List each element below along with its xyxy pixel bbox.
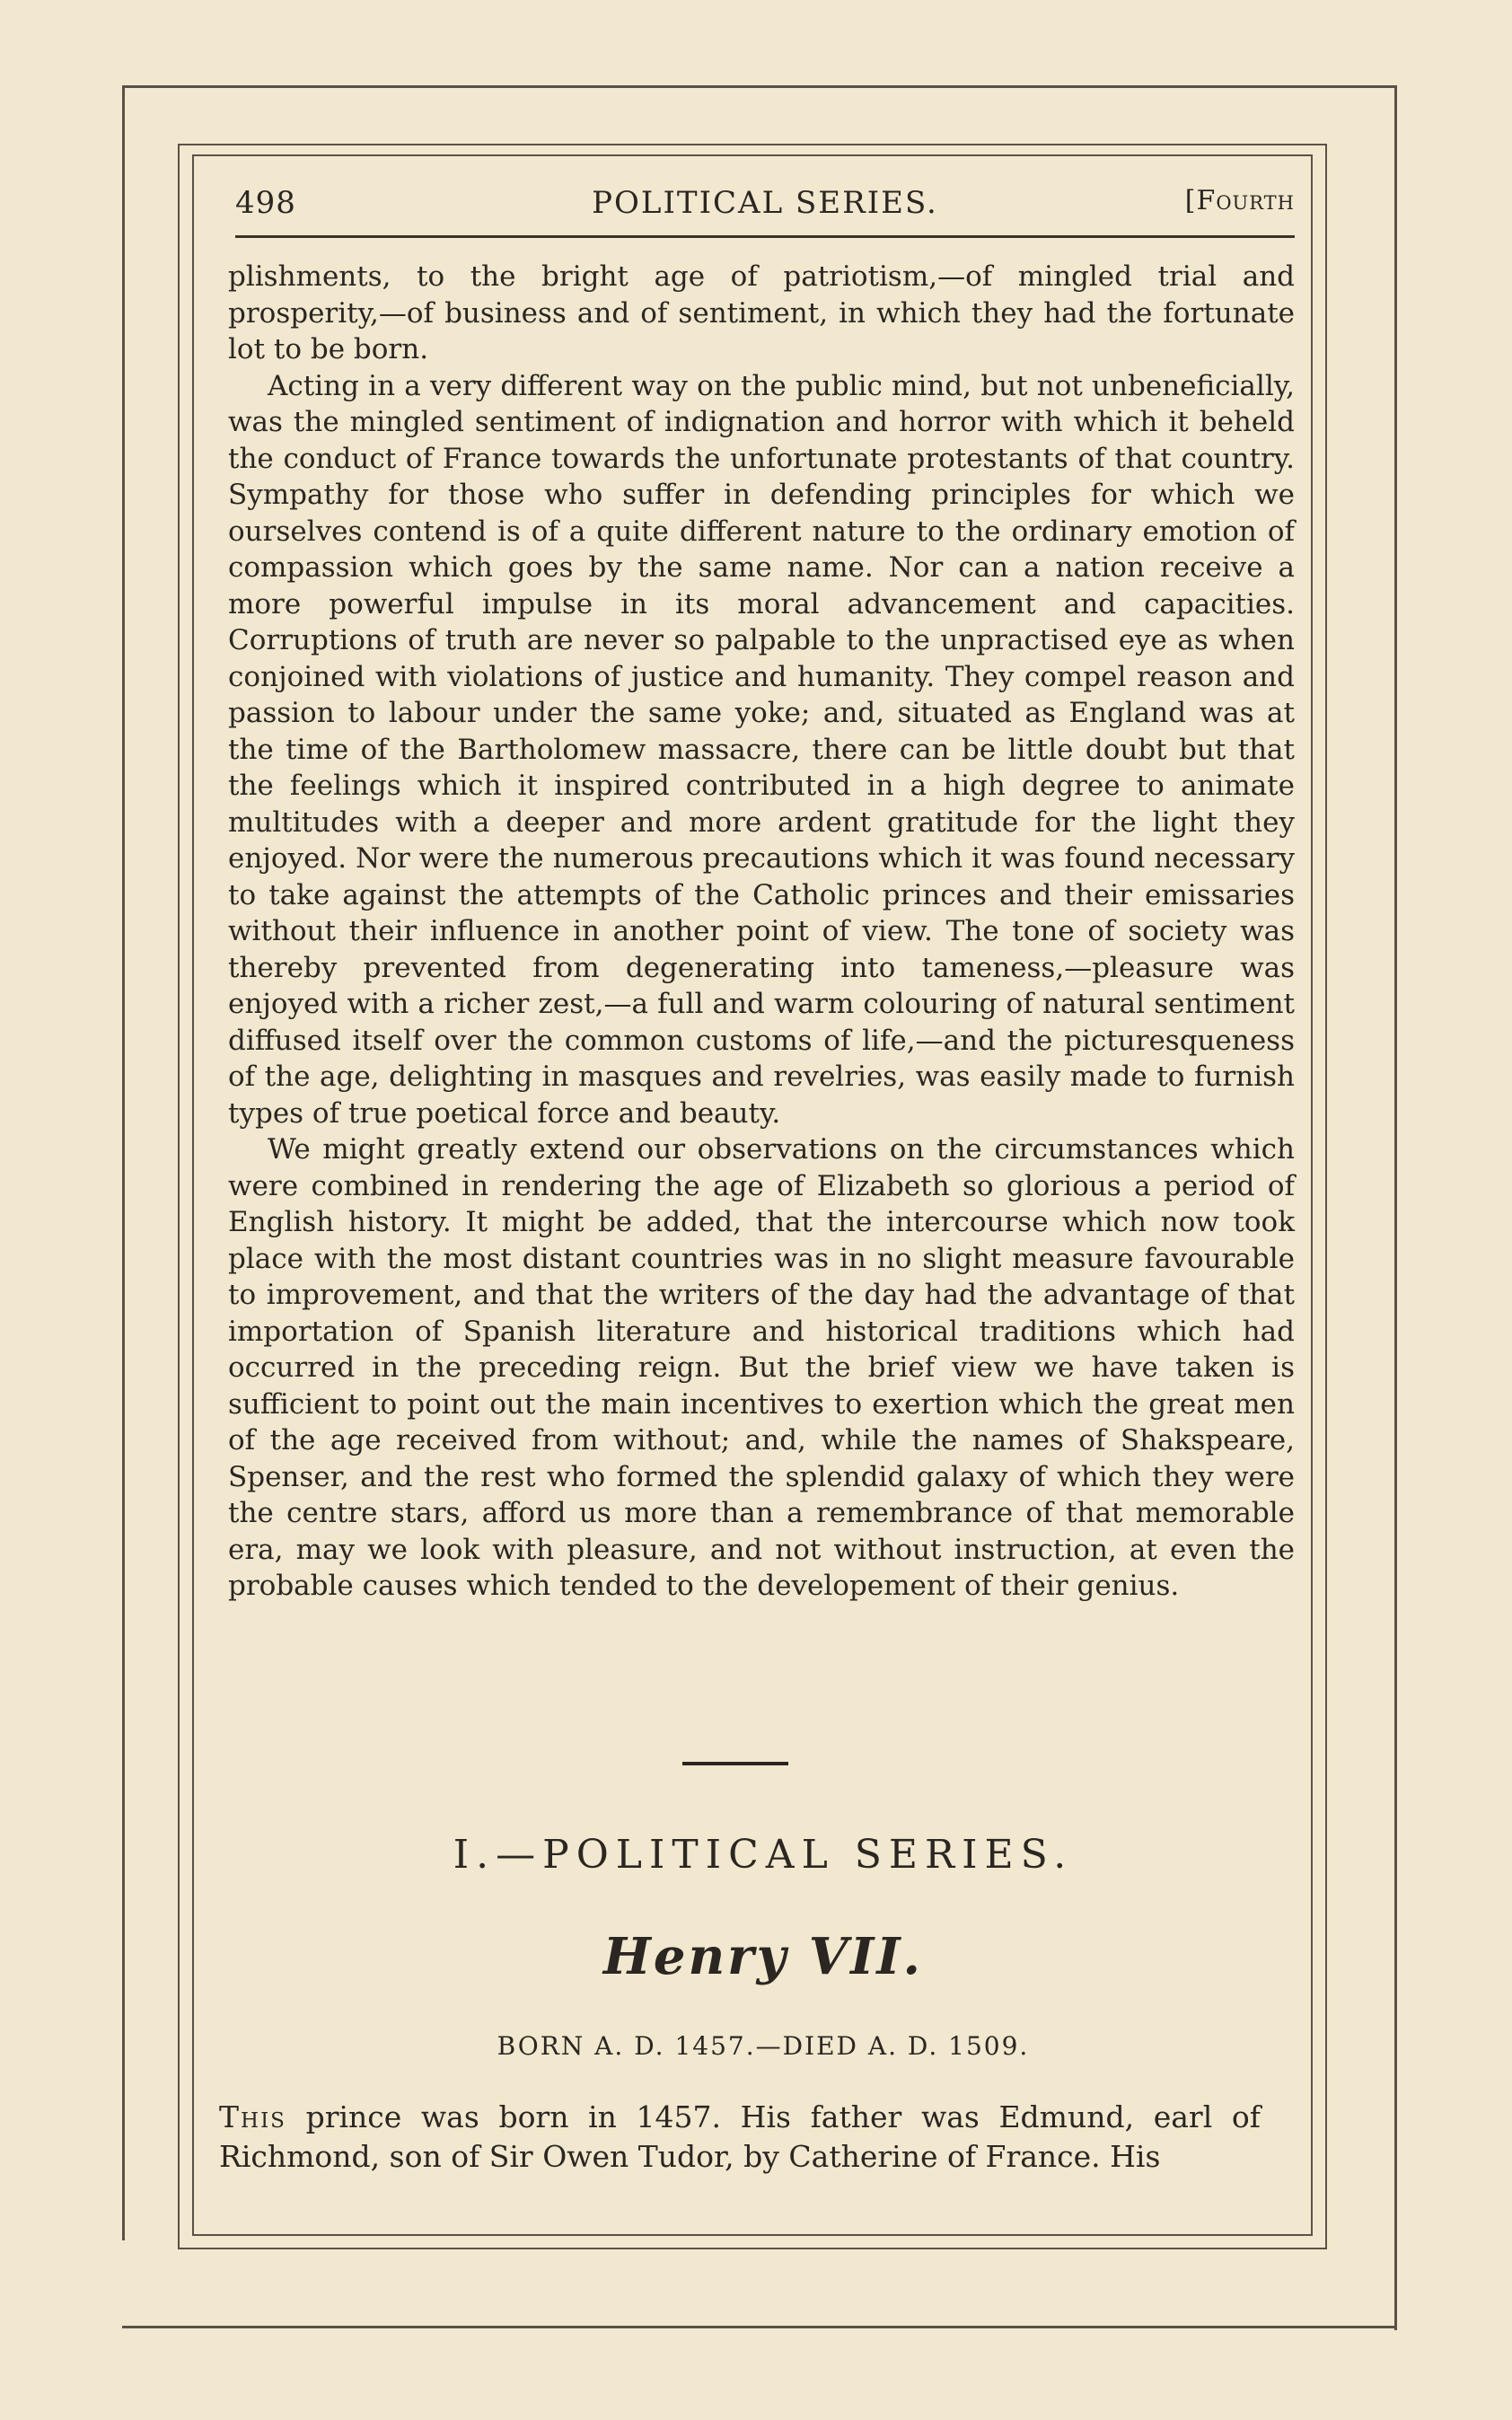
frame-outer-bottom (122, 2326, 1397, 2328)
frame-inner-top (178, 144, 1327, 145)
running-title: POLITICAL SERIES. (592, 185, 938, 221)
header-rule (235, 235, 1295, 238)
page-number: 498 (235, 185, 296, 221)
frame-text-top (192, 154, 1313, 156)
intro-paragraph (219, 2098, 1261, 2177)
paragraph-france: Acting in a very different way on the public mind, but not unbeneficially, was the mingled sentiment of indignation and horror with which it beheld the conduct of France towards the unfortunate protestants of that country. Sympathy for those who suffer in defending principles for which we ourselves contend is of a quite different nature to the ordinary emotion of compassion which goes by the same name. Nor can a nation receive a more powerful impulse in its moral advancement and capacities. Corruptions of truth are never so palpable to the unpractised eye as when conjoined with violations of justice and humanity. They compel reason and passion to labour under the same yoke; and, situated as England was at the time of the Bartholomew massacre, there can be little doubt but that the feelings which it inspired contributed in a high degree to animate multitudes with a deeper and more ardent gratitude for the light they enjoyed. Nor were the numerous precautions which it was found necessary to take against the attempts of the Catholic princes and their emissaries without their influence in another point of view. The tone of society was thereby prevented from degenerating into tameness,—pleasure was enjoyed with a richer zest,—a full and warm colouring of natural sentiment diffused itself over the common customs of life,—and the picturesqueness of the age, delighting in masques and revelries, was easily made to furnish types of true poetical force and beauty. (228, 369, 1295, 1130)
intro-lead-word: This (219, 2099, 286, 2134)
frame-text-bottom (192, 2234, 1313, 2236)
frame-inner-bottom (178, 2248, 1327, 2249)
section-mark: [Fourth (1184, 185, 1295, 216)
frame-text-left (192, 154, 194, 2236)
frame-inner-right (1325, 144, 1327, 2249)
page-header (235, 185, 1295, 230)
ruler-name: Henry VII. (602, 1927, 924, 1986)
frame-outer-right (1394, 85, 1397, 2330)
series-heading: I.—POLITICAL SERIES. (453, 1832, 1074, 1878)
intro-text: prince was born in 1457. His father was Edmund, earl of Richmond, son of Sir Owen Tudor, by Catherine of France. His (219, 2099, 1261, 2174)
frame-outer-top (122, 85, 1397, 88)
frame-text-right (1311, 154, 1313, 2236)
paragraph-elizabeth: We might greatly extend our observations on the circumstances which were combined in rendering the age of Elizabeth so glorious a period of English history. It might be added, that the intercourse which now took place with the most distant countries was in no slight measure favourable to improvement, and that the writers of the day had the advantage of that importation of Spanish literature and historical traditions which had occurred in the preceding reign. But the brief view we have taken is sufficient to point out the main incentives to exertion which the great men of the age received from without; and, while the names of Shakspeare, Spenser, and the rest who formed the splendid galaxy of which they were the centre stars, afford us more than a remembrance of that memorable era, may we look with pleasure, and not without instruction, at even the probable causes which tended to the developement of their genius. (228, 1133, 1295, 1602)
paragraph-continuation: plishments, to the bright age of patriotism,—of mingled trial and prosperity,—of business and of sentiment, in which they had the fortunate lot to be born. (228, 260, 1295, 365)
ruler-dates: BORN A. D. 1457.—DIED A. D. 1509. (497, 2031, 1030, 2061)
body-text (228, 259, 1295, 1605)
section-divider (682, 1762, 788, 1765)
frame-inner-left (178, 144, 180, 2249)
frame-outer-left (122, 85, 125, 2240)
